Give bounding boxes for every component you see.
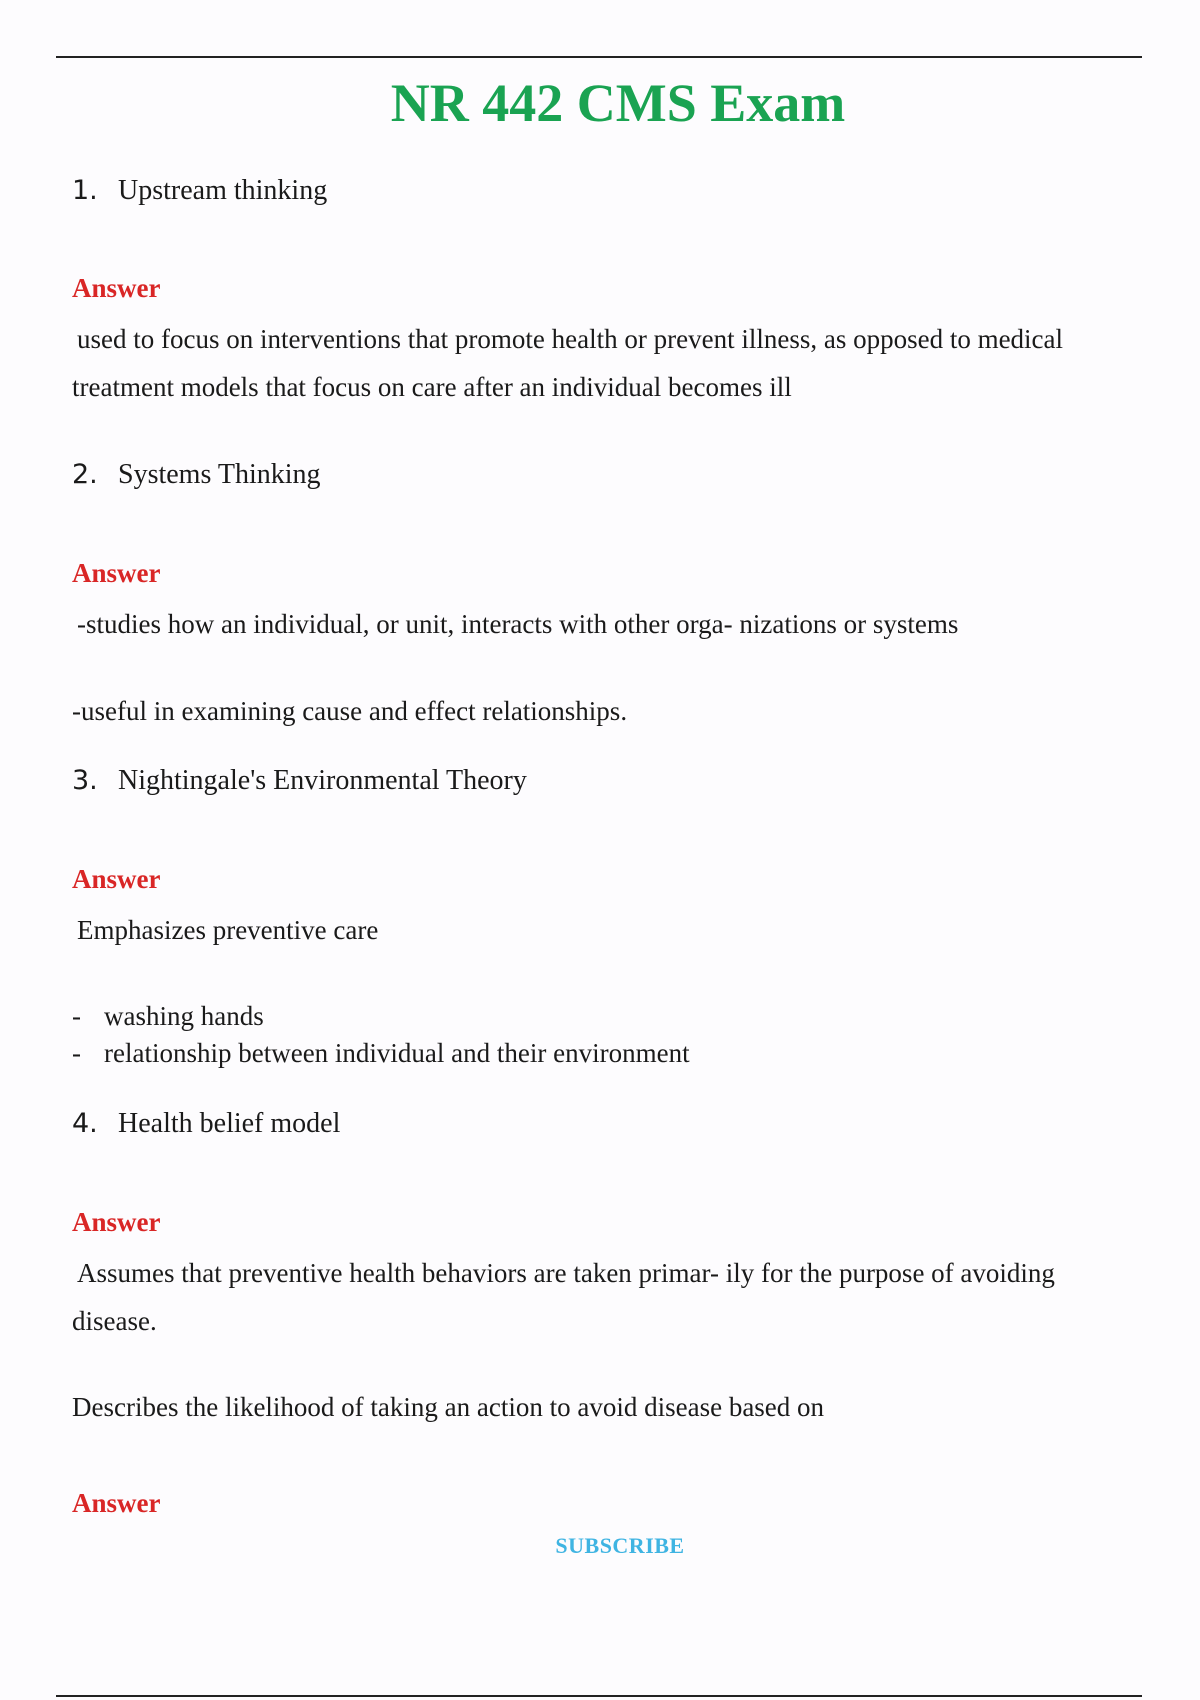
bottom-rule [56,1695,1142,1697]
question-term: Systems Thinking [118,459,321,490]
answer-label: Answer [72,558,161,588]
list-item [72,1038,690,1069]
answer-text: Assumes that preventive health behaviors are taken primar- ily for the purpose of avoiding [77,1258,1055,1288]
answer-text: Emphasizes preventive care [77,915,379,945]
bullet-dash: - [72,1038,81,1068]
question-number: 1. [72,175,98,206]
question-number: 4. [72,1108,98,1139]
question-4 [72,1108,340,1140]
question-1 [72,175,327,207]
question-term: Nightingale's Environmental Theory [118,765,527,796]
question-number: 2. [72,459,98,490]
document-title: NR 442 CMS Exam [390,73,846,133]
bullet-dash: - [72,1001,81,1031]
bullet-text: washing hands [104,1001,264,1031]
list-item [72,1001,264,1032]
answer-text: used to focus on interventions that promote health or prevent illness, as opposed to medical [77,324,1064,354]
answer-text: disease. [72,1306,157,1336]
answer-label: Answer [72,1488,161,1518]
question-term: Upstream thinking [118,175,328,206]
bullet-text: relationship between individual and their environment [104,1038,690,1068]
subscribe-link[interactable]: SUBSCRIBE [555,1533,685,1558]
question-3 [72,765,527,797]
question-term: Health belief model [118,1108,341,1139]
answer-label: Answer [72,1207,161,1237]
answer-label: Answer [72,864,161,894]
answer-text: treatment models that focus on care after an individual becomes ill [72,372,792,402]
answer-label: Answer [72,273,161,303]
question-2 [72,459,321,491]
question-number: 3. [72,765,98,796]
top-rule [56,56,1142,58]
answer-text: -studies how an individual, or unit, interacts with other orga- nizations or systems [77,609,959,639]
answer-text: Describes the likelihood of taking an action to avoid disease based on [72,1392,825,1422]
answer-text: -useful in examining cause and effect relationships. [72,696,628,726]
